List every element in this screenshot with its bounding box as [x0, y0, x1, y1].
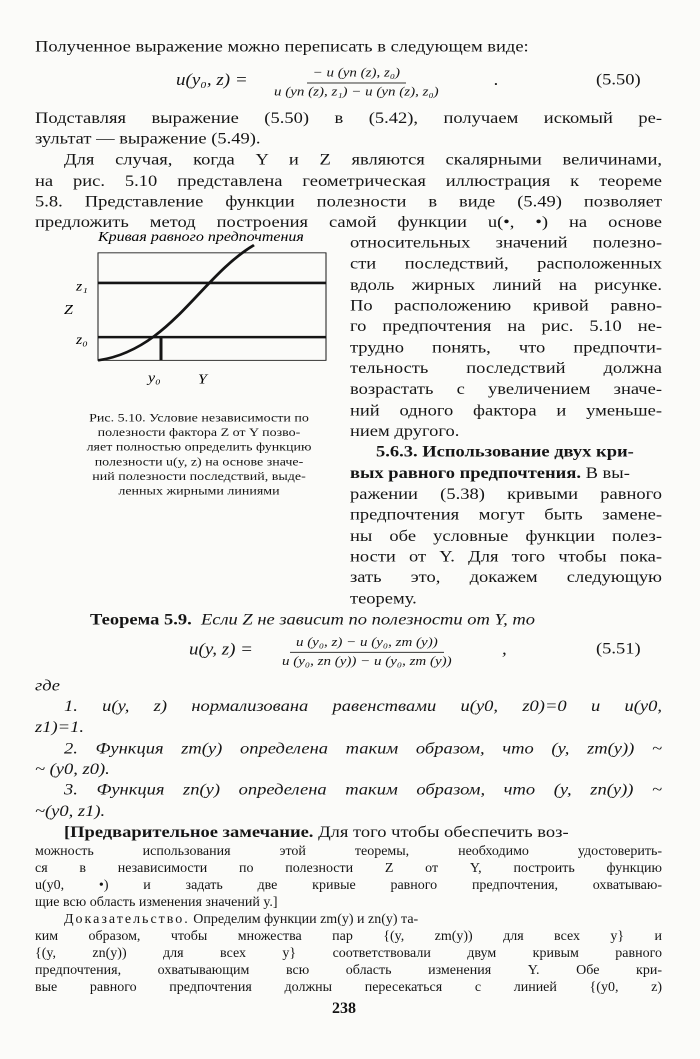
condition-line: 1. u(y, z) нормализована равенствами u(y0, z0)=0 и u(y0,: [64, 698, 662, 716]
z1-label: z₁: [76, 279, 88, 295]
condition-line: 2. Функция zm(y) определена таким образом, что (y, zm(y)) ~: [64, 740, 662, 758]
text-line: теорему.: [350, 590, 417, 609]
curve-label: Кривая равного предпочтения: [98, 229, 304, 245]
text-line: вдоль жирных линий на рисунке.: [350, 276, 662, 295]
text-line: ний одного фактора и уменьше-: [350, 402, 662, 420]
text-line: на рис. 5.10 представлена геометрическая иллюстрация к теореме: [35, 172, 662, 191]
eq550-number: (5.50): [596, 71, 641, 89]
y0-label: y₀: [148, 370, 161, 386]
section-heading: 5.6.3. Использование двух кри-: [376, 443, 634, 461]
condition-line: ~ (y0, z0).: [35, 761, 110, 779]
section-heading: вых равного предпочтения.: [350, 465, 581, 483]
eq550-denominator: u (yn (z), z₁) − u (yn (z), z₀): [274, 85, 439, 99]
text-line: ны обе условные функции полез-: [350, 528, 662, 546]
eq550-punct: .: [494, 71, 499, 90]
z-axis-label: Z: [64, 302, 73, 318]
text-line: тельность последствий должна: [350, 360, 662, 378]
text-line: можность использования этой теоремы, необходимо удостоверить-: [35, 843, 662, 859]
condition-line: 3. Функция zn(y) определена таким образом, что (y, zn(y)) ~: [64, 781, 662, 799]
proof-head: Доказательство.: [64, 911, 190, 927]
text-line: Полученное выражение можно переписать в следующем виде:: [35, 38, 529, 56]
text-span: В вы-: [580, 465, 630, 483]
text-line: ся в независимости по полезности Z от Y, построить функцию: [35, 860, 662, 876]
text-line: u(y0, •) и задать две кривые равного предпочтения, охватываю-: [35, 877, 662, 893]
text-span: Для того чтобы обеспечить воз-: [313, 823, 569, 842]
eq551-number: (5.51): [596, 640, 641, 658]
eq550-lhs: u(y₀, z) =: [176, 71, 248, 90]
theorem-head: Теорема 5.9.: [90, 611, 192, 629]
text-line: возрастать с увеличением значе-: [350, 380, 662, 399]
text-line: зультат — выражение (5.49).: [35, 130, 261, 148]
text-line: Для случая, когда Y и Z являются скалярными величинами,: [64, 151, 662, 169]
z0-label: z₀: [76, 332, 88, 348]
caption-line: полезности фактора Z от Y позво-: [97, 426, 301, 440]
text-line: го предпочтения на рис. 5.10 не-: [350, 318, 662, 336]
condition-line: ~(y0, z1).: [35, 803, 106, 821]
eq551-punct: ,: [502, 640, 507, 659]
caption-line: Рис. 5.10. Условие независимости по: [89, 411, 309, 425]
caption-line: ний полезности последствий, выде-: [92, 470, 306, 484]
eq551-lhs: u(y, z) =: [189, 640, 254, 659]
text-line: нием другого.: [350, 423, 460, 441]
eq550-numerator: − u (yn (z), z₀): [307, 66, 406, 83]
text-line: По расположению кривой равно-: [350, 297, 662, 315]
text-line: предложить метод построения самой функции u(•, •) на основе: [35, 214, 662, 232]
remark-head: [Предварительное замечание.: [64, 823, 314, 842]
text-line: ким образом, чтобы множества пар {(y, zm(y)) для всех y} и: [35, 928, 662, 944]
eq551-numerator: u (y₀, z) − u (y₀, zm (y)): [290, 636, 444, 653]
eq551-denominator: u (y₀, zn (y)) − u (y₀, zm (y)): [282, 654, 452, 669]
text-line: ражении (5.38) кривыми равного: [350, 485, 662, 504]
text-line: сти последствий, расположенных: [350, 255, 662, 273]
text-span: Определим функции zm(y) и zn(y) та-: [189, 911, 419, 927]
text-line: [64, 911, 662, 928]
text-line: где: [35, 677, 61, 695]
caption-line: ляет полностью определить функцию: [86, 441, 312, 455]
text-line: щие всю область изменения значений y.]: [35, 894, 278, 910]
text-line: вые равного предпочтения должны пересекаться с линией {(y0, z): [35, 979, 662, 995]
page-number: 238: [332, 999, 356, 1017]
text-line: {(y, zn(y)) для всех y} соответствовали двум кривым равного: [35, 945, 662, 961]
text-line: предпочтения могут быть замене-: [350, 506, 662, 524]
caption-line: ленных жирными линиями: [118, 485, 280, 498]
text-line: Подставляя выражение (5.50) в (5.42), получаем искомый ре-: [35, 110, 662, 128]
condition-line: z1)=1.: [35, 718, 84, 737]
theorem-body: Если Z не зависит по полезности от Y, то: [200, 611, 535, 629]
caption-line: полезности u(y, z) на основе значе-: [94, 455, 304, 469]
text-line: трудно понять, что предпочти-: [350, 339, 662, 357]
text-line: предпочтения, охватывающим всю область изменения Y. Обе кри-: [35, 962, 662, 978]
text-line: относительных значений полезно-: [350, 234, 662, 252]
text-line: зать это, докажем следующую: [350, 569, 662, 587]
text-line: 5.8. Представление функции полезности в виде (5.49) позволяет: [35, 193, 662, 211]
y-axis-label: Y: [197, 372, 207, 388]
text-line: ности от Y. Для того чтобы пока-: [350, 548, 662, 566]
